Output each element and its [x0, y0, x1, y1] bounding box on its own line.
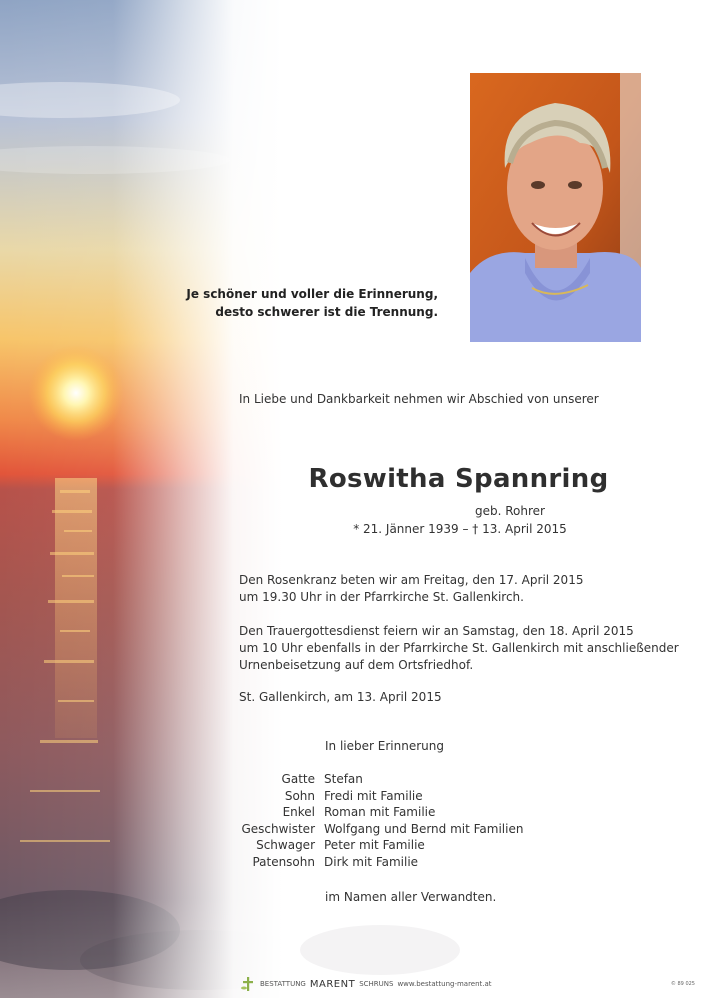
- family-relation: Sohn: [284, 788, 315, 803]
- service-line-2: um 10 Uhr ebenfalls in der Pfarrkirche St. Gallenkirch mit anschließender: [239, 641, 679, 655]
- family-relation: Gatte: [281, 772, 315, 786]
- family-row: [230, 837, 523, 854]
- rosary-line-2: um 19.30 Uhr in der Pfarrkirche St. Gallenkirch.: [239, 590, 524, 604]
- rosary-notice: [239, 572, 583, 606]
- deceased-name: Roswitha Spannring: [308, 464, 609, 494]
- family-row: [230, 771, 523, 788]
- life-dates: * 21. Jänner 1939 – † 13. April 2015: [353, 522, 567, 536]
- family-names: Dirk mit Familie: [324, 854, 419, 869]
- family-names: Stefan: [324, 772, 363, 786]
- family-relation: Enkel: [282, 805, 315, 820]
- family-names: Roman mit Familie: [324, 805, 436, 820]
- undertaker-footer: [240, 976, 492, 992]
- family-list: [230, 771, 523, 871]
- family-row: [230, 788, 523, 805]
- service-line-1: Den Trauergottesdienst feiern wir an Samstag, den 18. April 2015: [239, 624, 634, 638]
- service-line-3: Urnenbeisetzung auf dem Ortsfriedhof.: [239, 658, 474, 672]
- footer-town: SCHRUNS: [359, 980, 394, 988]
- rosary-line-1: Den Rosenkranz beten wir am Freitag, den 17. April 2015: [239, 573, 584, 587]
- footer-url: www.bestattung-marent.at: [397, 980, 492, 988]
- family-names: Fredi mit Familie: [324, 788, 423, 803]
- birth-name: geb. Rohrer: [475, 504, 545, 518]
- footer-prefix: BESTATTUNG: [260, 980, 306, 988]
- farewell-intro: In Liebe und Dankbarkeit nehmen wir Abschied von unserer: [239, 392, 599, 406]
- service-notice: [239, 623, 679, 674]
- family-relation: Schwager: [256, 838, 315, 853]
- cross-leaf-logo-icon: [240, 976, 256, 992]
- family-relation: Geschwister: [241, 821, 315, 836]
- quote-line-1: Je schöner und voller die Erinnerung,: [186, 287, 438, 301]
- memorial-quote: [186, 285, 438, 321]
- portrait-photo: [470, 73, 641, 342]
- place-and-date: St. Gallenkirch, am 13. April 2015: [239, 690, 442, 704]
- family-row: [230, 821, 523, 838]
- closing-line: im Namen aller Verwandten.: [325, 890, 497, 904]
- print-code: © 89 025: [670, 981, 695, 987]
- footer-brand: MARENT: [309, 978, 356, 990]
- family-row: [230, 854, 523, 871]
- family-relation: Patensohn: [252, 854, 315, 869]
- family-names: Peter mit Familie: [324, 838, 425, 853]
- quote-line-2: desto schwerer ist die Trennung.: [215, 305, 438, 319]
- family-names: Wolfgang und Bernd mit Familien: [324, 821, 524, 836]
- memory-heading: In lieber Erinnerung: [325, 739, 444, 753]
- family-row: [230, 804, 523, 821]
